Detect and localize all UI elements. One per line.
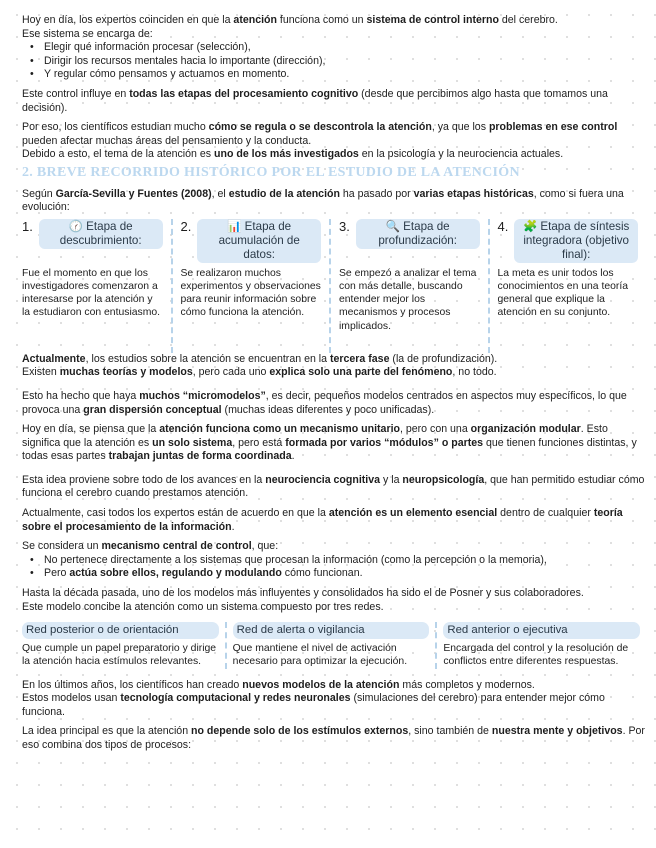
body-paragraph-micromodels: Esto ha hecho que haya muchos “micromodelos”, es decir, pequeños modelos centrados en aspectos muy específicos, lo que provoca una gran dispersión conceptual (muchas ideas diferentes y poco unificadas).	[22, 389, 627, 416]
stage-label: 📊 Etapa de acumulación de datos:	[197, 219, 321, 263]
stage-label: 🧩 Etapa de síntesis integradora (objetivo final):	[514, 219, 638, 263]
intro-paragraph-1: Hoy en día, los expertos coinciden en que la atención funciona como un sistema de control interno del cerebro. Ese sistema se encarga de:	[22, 14, 558, 40]
historical-stages	[22, 219, 646, 353]
stage-deepening	[329, 219, 488, 353]
body-paragraph-essential: Actualmente, casi todos los expertos están de acuerdo en que la atención es un elemento esencial dentro de cualquier teoría sobre el procesamiento de la información.	[22, 507, 623, 533]
intro-bullet-list	[22, 41, 646, 82]
body-paragraph-neuroscience: Esta idea proviene sobre todo de los avances en la neurociencia cognitiva y la neuropsicología, que han permitido estudiar cómo funciona el cerebro cuando prestamos atención.	[22, 473, 645, 500]
stage-discovery	[22, 219, 171, 353]
network-orientation	[22, 622, 225, 668]
intro-paragraph-2: Este control influye en todas las etapas del procesamiento cognitivo (desde que percibimos algo hasta que tomamos una decisión).	[22, 87, 608, 114]
stage-number: 4.	[497, 218, 509, 234]
body-paragraph-posner: Hasta la década pasada, uno de los modelos más influyentes y consolidados ha sido el de Posner y sus colaboradores. Este modelo concibe la atención como un sistema compuesto por tres redes.	[22, 587, 584, 613]
network-title: Red anterior o ejecutiva	[443, 622, 640, 639]
clock-icon: 🕜	[68, 219, 84, 233]
network-title: Red posterior o de orientación	[22, 622, 219, 639]
puzzle-icon: 🧩	[522, 219, 538, 233]
network-executive	[435, 622, 646, 668]
body-paragraph-current-phase: Actualmente, los estudios sobre la atención se encuentran en la tercera fase (la de profundización). Existen muchas teorías y modelos, pero cada uno explica solo una parte del fenómeno, no todo.	[22, 352, 498, 379]
stage-number: 3.	[339, 218, 350, 234]
magnifier-icon: 🔍	[385, 219, 401, 233]
stage-description: Fue el momento en que los investigadores comenzaron a interesarse por la atención y la estudiaron con entusiasmo.	[22, 267, 161, 319]
network-description: Encargada del control y la resolución de conflictos entre diferentes respuestas.	[443, 643, 629, 668]
network-alert	[225, 622, 436, 668]
list-item: • Dirigir los recursos mentales hacia lo importante (dirección),	[22, 55, 646, 69]
stage-description: Se realizaron muchos experimentos y observaciones para reunir información sobre cómo funciona la atención.	[180, 267, 321, 319]
posner-networks	[22, 622, 646, 668]
list-item: • No pertenece directamente a los sistemas que procesan la información (como la percepción o la memoria),	[22, 554, 646, 568]
body-paragraph-central-mechanism: Se considera un mecanismo central de control, que:	[22, 540, 279, 553]
network-description: Que cumple un papel preparatorio y dirige la atención hacia estímulos relevantes.	[22, 643, 217, 668]
list-item: • Y regular cómo pensamos y actuamos en momento.	[22, 68, 646, 82]
body-paragraph-unitary: Hoy en día, se piensa que la atención funciona como un mecanismo unitario, pero con una organización modular. Esto significa que la atención es un solo sistema, pero está formada por varios “módulos” o partes que tienen funciones distintas, y todas esas partes trabajan juntas de forma coordinada.	[22, 423, 637, 463]
network-title: Red de alerta o vigilancia	[233, 622, 430, 639]
document-page	[22, 14, 646, 753]
section-intro-paragraph: Según García-Sevilla y Fuentes (2008), el estudio de la atención ha pasado por varias etapas históricas, como si fuera una evolución:	[22, 187, 624, 214]
list-item: • Elegir qué información procesar (selección),	[22, 41, 646, 55]
closing-paragraph-models: En los últimos años, los científicos han creado nuevos modelos de la atención más completos y modernos. Estos modelos usan tecnología computacional y redes neuronales (simulaciones del cerebro) para entender mejor cómo funciona.	[22, 678, 605, 718]
bar-chart-icon: 📊	[227, 219, 242, 233]
stage-description: La meta es unir todos los conocimientos en una teoría general que explique la atención en su conjunto.	[497, 267, 629, 319]
stage-description: Se empezó a analizar el tema con más detalle, buscando entender mejor los mecanismos y procesos implicados.	[339, 267, 477, 332]
stage-label: 🔍 Etapa de profundización:	[356, 219, 480, 249]
stage-synthesis	[488, 219, 647, 353]
closing-paragraph-processes: La idea principal es que la atención no depende solo de los estímulos externos, sino también de nuestra mente y objetivos. Por eso combina dos tipos de procesos:	[22, 725, 645, 751]
stage-number: 2.	[180, 218, 192, 234]
mechanism-bullet-list	[22, 554, 646, 581]
stage-number: 1.	[22, 218, 33, 234]
stage-label: 🕜 Etapa de descubrimiento:	[39, 219, 163, 249]
list-item: • Pero actúa sobre ellos, regulando y modulando cómo funcionan.	[22, 567, 646, 581]
stage-data-accumulation	[171, 219, 330, 353]
section-heading: 2. BREVE RECORRIDO HISTÓRICO POR EL ESTUDIO DE LA ATENCIÓN	[22, 164, 520, 180]
intro-paragraph-3: Por eso, los científicos estudian mucho cómo se regula o se descontrola la atención, ya que los problemas en ese control pueden afectar muchas áreas del pensamiento y la conducta. Debido a esto, el tema de la atención es uno de los más investigados en la psicología y la neurociencia actuales.	[22, 121, 618, 161]
network-description: Que mantiene el nivel de activación necesario para optimizar la ejecución.	[232, 643, 408, 668]
